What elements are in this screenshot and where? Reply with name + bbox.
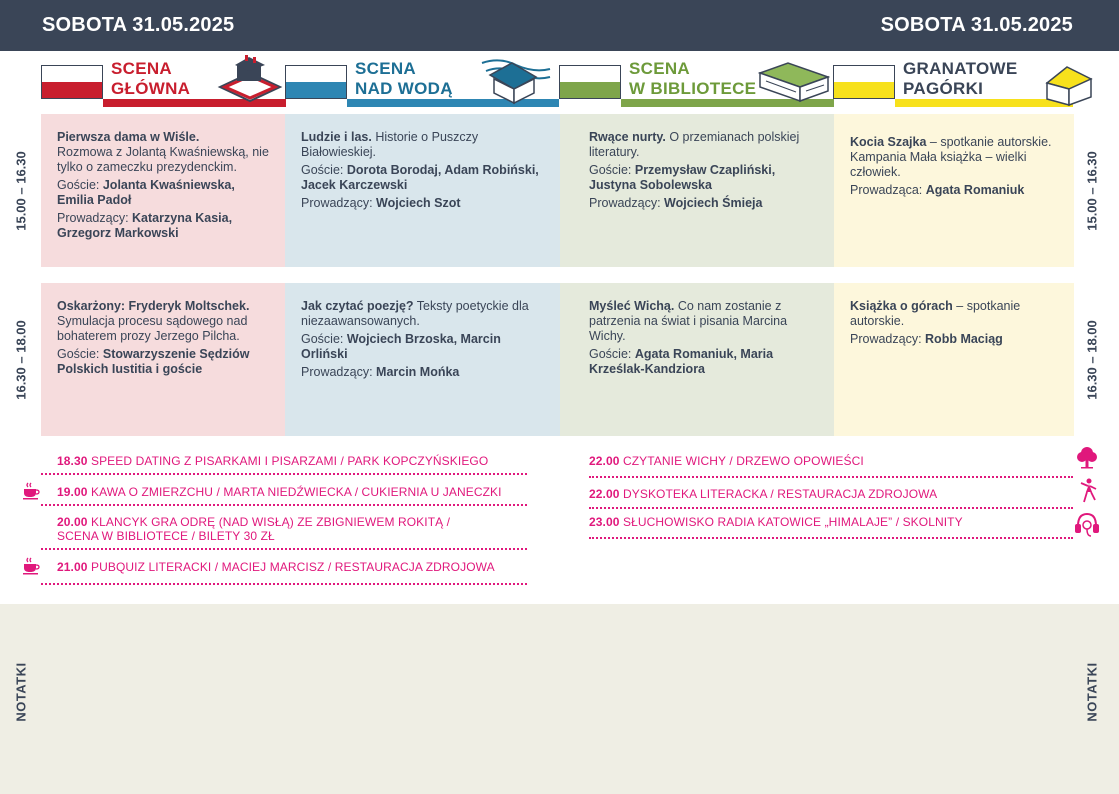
stage-header-main	[41, 55, 286, 108]
notes-label-right: NOTATKI	[1084, 662, 1100, 722]
flag-hills	[833, 65, 895, 99]
event-cell-library-2: Myśleć Wichą. Co nam zostanie z patrzenia na świat i pisania Marcina Wichy. Goście: Agata Romaniuk, Maria Krześlak-Kandziora	[560, 283, 834, 436]
event-cell-hills-1: Kocia Szajka – spotkanie autorskie. Kampania Mała książka – wielki człowiek. Prowadząca: Agata Romaniuk	[834, 114, 1074, 267]
pavilion-icon	[480, 55, 554, 105]
divider	[589, 537, 1073, 539]
top-bar	[0, 0, 1119, 51]
stage-title-library: SCENA W BIBLIOTECE	[629, 59, 757, 98]
slot-label-left-1: 15.00 – 16.30	[13, 150, 29, 231]
slot-label-right-2: 16.30 – 18.00	[1084, 319, 1100, 400]
coffee-cup-icon	[22, 557, 40, 575]
headphones-icon	[1073, 510, 1101, 538]
tent-icon	[1043, 65, 1095, 107]
slot-label-left-2: 16.30 – 18.00	[13, 319, 29, 400]
event-cell-hills-2: Książka o górach – spotkanie autorskie. Prowadzący: Robb Maciąg	[834, 283, 1074, 436]
flag-main	[41, 65, 103, 99]
stage-header-water	[285, 55, 561, 108]
stage-header-library	[559, 55, 835, 108]
divider	[589, 507, 1073, 509]
divider	[41, 504, 527, 506]
divider	[41, 548, 527, 550]
event-item-right-2: 22.00 DYSKOTEKA LITERACKA / RESTAURACJA ZDROJOWA	[589, 487, 938, 501]
flag-library	[559, 65, 621, 99]
stage-title-main: SCENA GŁÓWNA	[111, 59, 191, 98]
notes-label-left: NOTATKI	[13, 662, 29, 722]
stage-title-hills: GRANATOWE PAGÓRKI	[903, 59, 1018, 98]
coffee-cup-icon	[22, 482, 40, 500]
main-stage-icon	[215, 55, 285, 105]
stage-title-water: SCENA NAD WODĄ	[355, 59, 453, 98]
event-cell-water-2: Jak czytać poezję? Teksty poetyckie dla niezaawansowanych. Goście: Wojciech Brzoska, Marcin Orliński Prowadzący: Marcin Mońka	[285, 283, 560, 436]
event-item-left-4: 21.00 PUBQUIZ LITERACKI / MACIEJ MARCISZ / RESTAURACJA ZDROJOWA	[57, 560, 495, 574]
library-building-icon	[758, 61, 830, 103]
event-cell-library-1: Rwące nurty. O przemianach polskiej literatury. Goście: Przemysław Czapliński, Justyna Sobolewska Prowadzący: Wojciech Śmieja	[560, 114, 834, 267]
event-item-right-1: 22.00 CZYTANIE WICHY / DRZEWO OPOWIEŚCI	[589, 454, 864, 468]
tree-icon	[1076, 446, 1098, 470]
notes-area[interactable]	[0, 604, 1119, 794]
event-item-right-3: 23.00 SŁUCHOWISKO RADIA KATOWICE „HIMALAJE” / SKOLNITY	[589, 515, 963, 529]
event-item-left-3: 20.00 KLANCYK GRA ODRĘ (NAD WISŁĄ) ZE ZBIGNIEWEM ROKITĄ / SCENA W BIBLIOTECE / BILETY 30 ZŁ	[57, 515, 451, 543]
event-cell-main-1: Pierwsza dama w Wiśle. Rozmowa z Jolantą Kwaśniewską, nie tylko o zameczku prezydenckim. Goście: Jolanta Kwaśniewska, Emilia Padoł Prowadzący: Katarzyna Kasia, Grzegorz Markowski	[41, 114, 285, 267]
flag-water	[285, 65, 347, 99]
dancer-icon	[1078, 478, 1098, 504]
slot-label-right-1: 15.00 – 16.30	[1084, 150, 1100, 231]
date-left: SOBOTA 31.05.2025	[42, 14, 235, 36]
date-right: SOBOTA 31.05.2025	[880, 14, 1073, 36]
divider	[41, 473, 527, 475]
event-item-left-1: 18.30 SPEED DATING Z PISARKAMI I PISARZAMI / PARK KOPCZYŃSKIEGO	[57, 454, 489, 468]
divider	[41, 583, 527, 585]
event-cell-water-1: Ludzie i las. Historie o Puszczy Białowieskiej. Goście: Dorota Borodaj, Adam Robiński, Jacek Karczewski Prowadzący: Wojciech Szot	[285, 114, 560, 267]
stage-header-hills	[833, 55, 1095, 108]
divider	[589, 476, 1073, 478]
event-cell-main-2: Oskarżony: Fryderyk Moltschek. Symulacja procesu sądowego nad bohaterem prozy Jerzego Pilcha. Goście: Stowarzyszenie Sędziów Polskich Iustitia i goście	[41, 283, 285, 436]
event-item-left-2: 19.00 KAWA O ZMIERZCHU / MARTA NIEDŹWIECKA / CUKIERNIA U JANECZKI	[57, 485, 502, 499]
